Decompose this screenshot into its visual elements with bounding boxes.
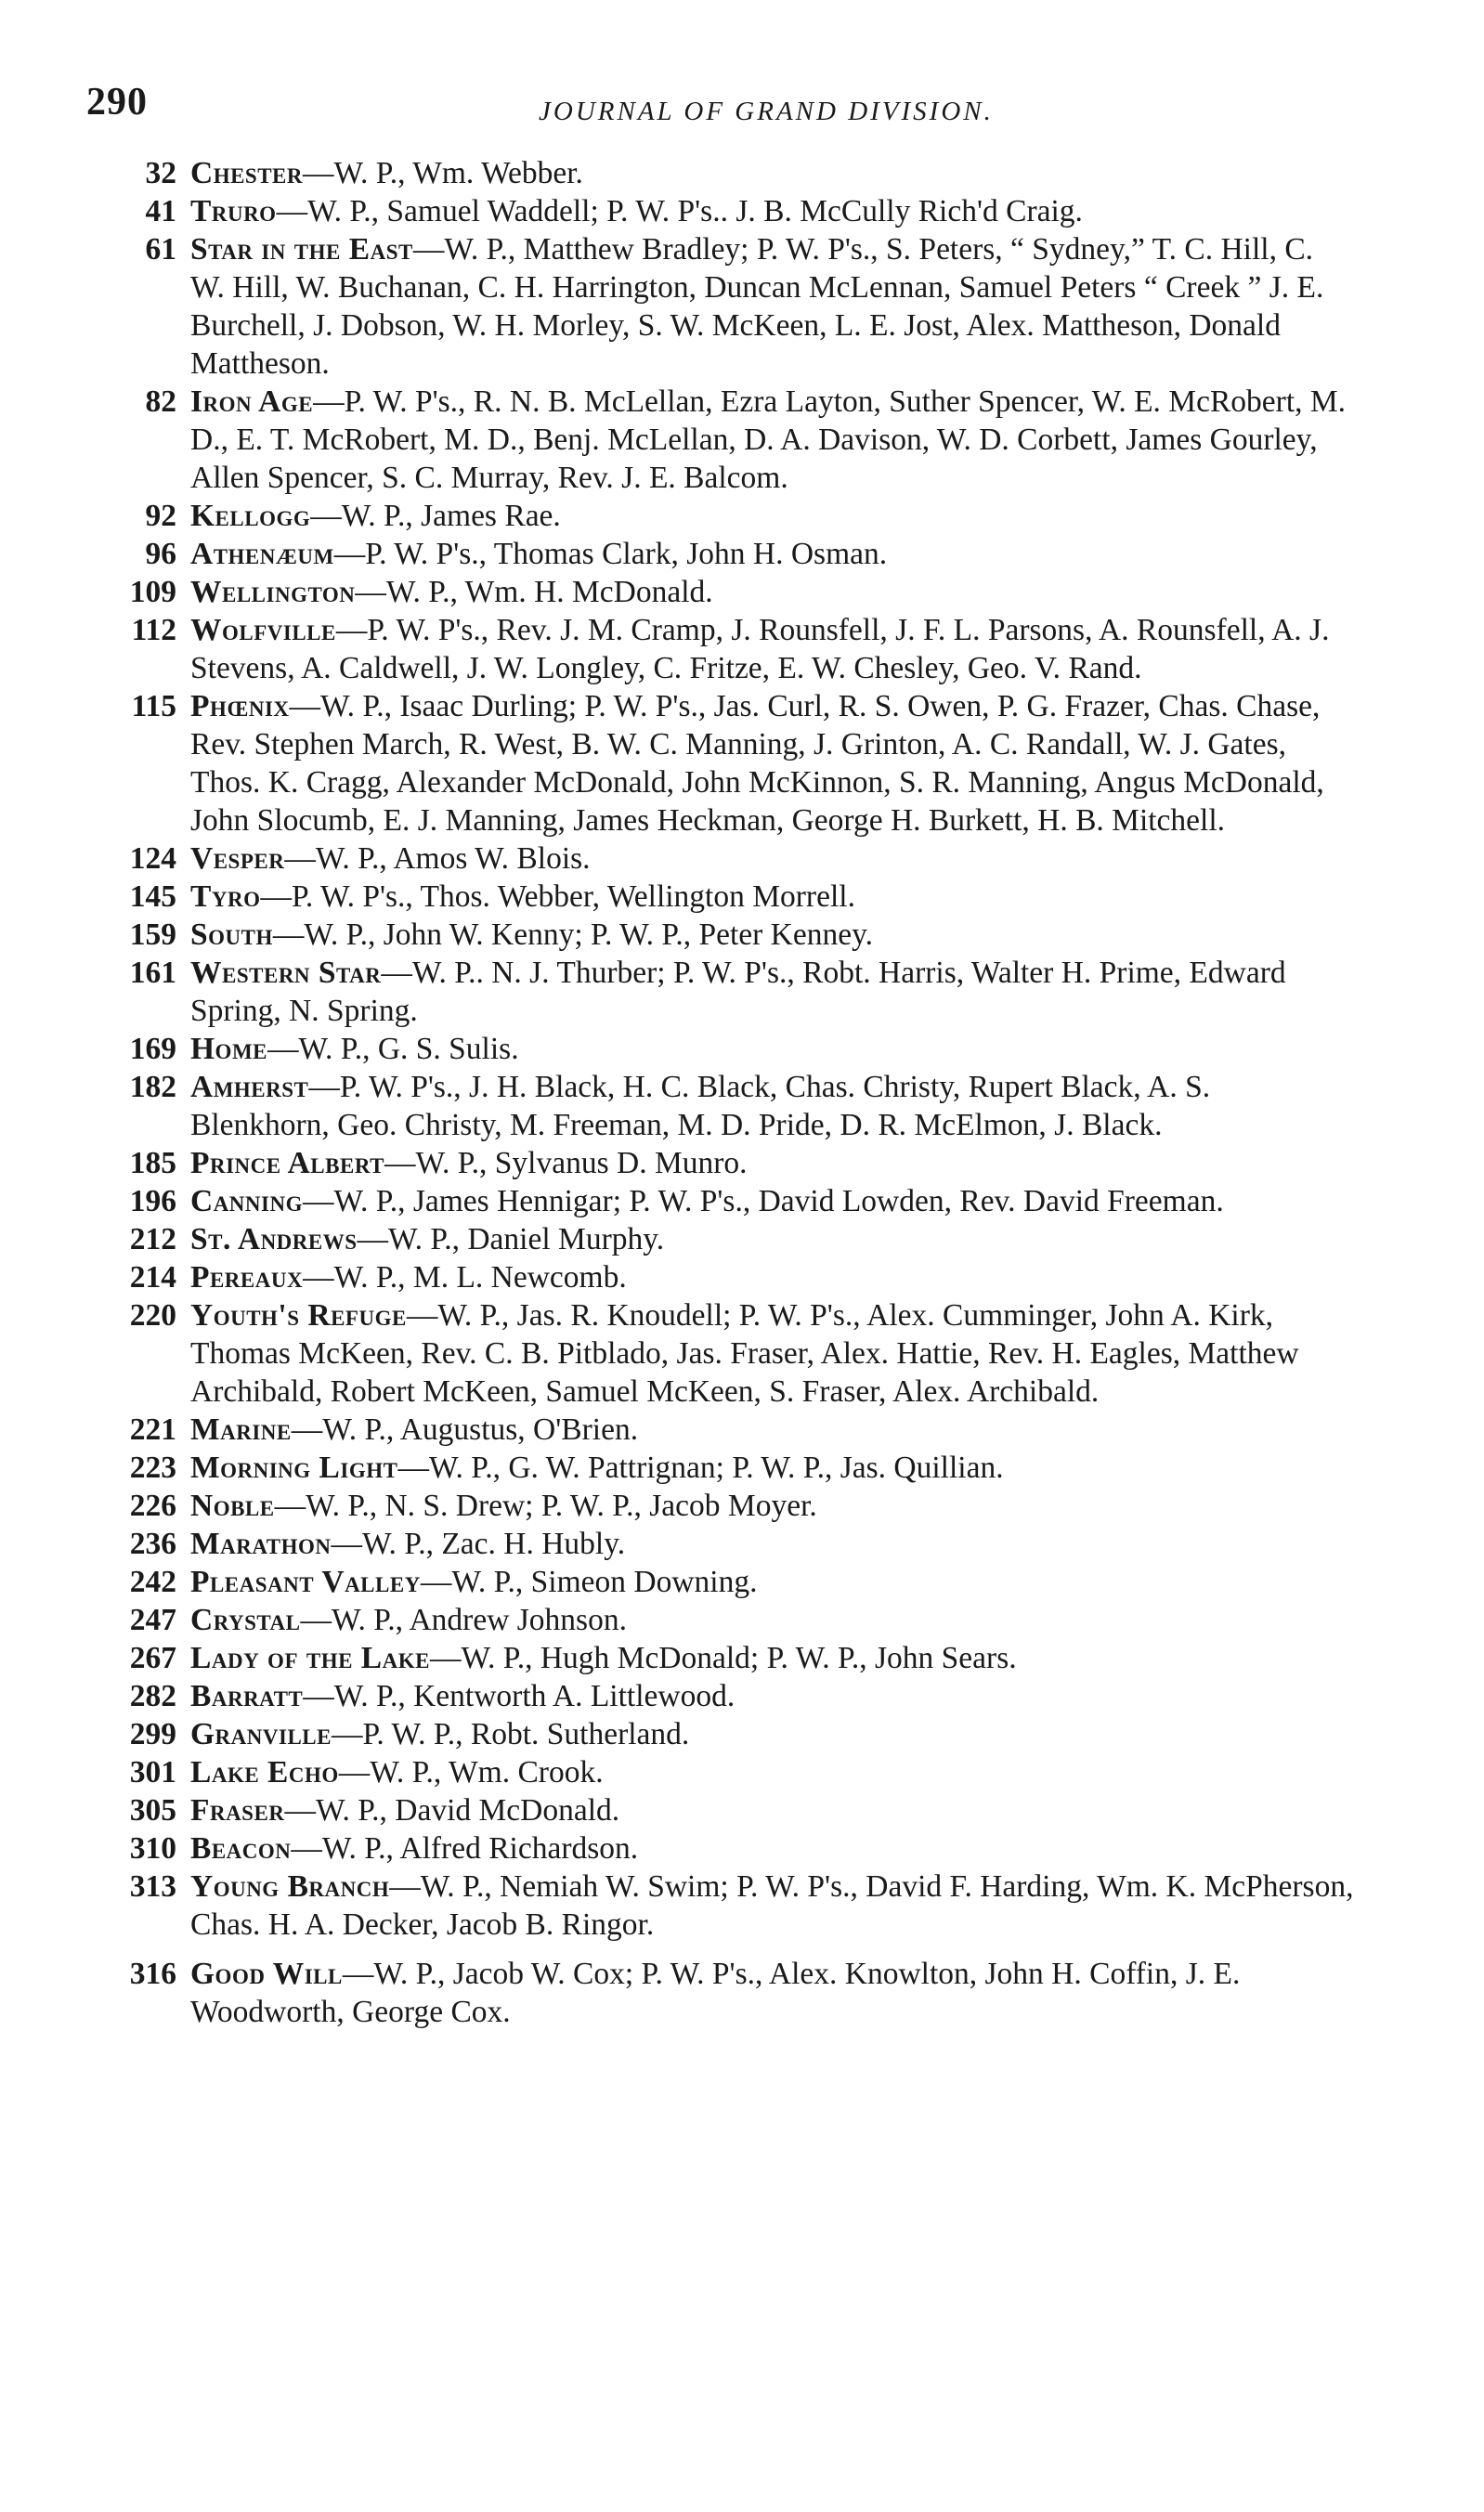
division-number: 313 <box>129 1869 176 1904</box>
officers-text: —W. P., David McDonald. <box>284 1793 620 1828</box>
division-number: 32 <box>145 156 176 190</box>
officers-text: —W. P., Zac. H. Hubly. <box>331 1527 626 1561</box>
division-name: Athenæum <box>190 537 334 571</box>
division-entry <box>84 840 1354 878</box>
running-title: JOURNAL OF GRAND DIVISION. <box>539 97 994 126</box>
division-name: Vesper <box>190 841 285 876</box>
division-number: 82 <box>145 384 176 419</box>
division-entry <box>84 1068 1354 1144</box>
division-name: St. Andrews <box>190 1222 358 1256</box>
officers-text: —W. P., Samuel Waddell; P. W. P's.. J. B. McCully Rich'd Craig. <box>276 194 1083 228</box>
division-entry <box>84 878 1354 916</box>
division-name: Lake Echo <box>190 1755 339 1790</box>
officers-text: —W. P., Amos W. Blois. <box>284 841 591 876</box>
division-entry <box>84 1955 1354 2031</box>
division-number: 182 <box>129 1070 176 1104</box>
division-entry <box>84 535 1354 573</box>
division-number: 242 <box>129 1565 176 1599</box>
division-name: Phœnix <box>190 689 290 723</box>
division-entry <box>84 1677 1354 1715</box>
division-name: Wellington <box>190 575 356 609</box>
division-entry <box>84 1525 1354 1563</box>
officers-text: —W. P., Wm. Crook. <box>338 1755 604 1790</box>
division-number: 221 <box>129 1412 176 1447</box>
division-entry <box>84 1487 1354 1525</box>
division-entry <box>84 230 1354 383</box>
officers-text: —W. P., Wm. H. McDonald. <box>355 575 713 609</box>
division-entry <box>84 573 1354 611</box>
division-name: Tyro <box>190 879 261 914</box>
division-name: Western Star <box>190 956 382 990</box>
division-entry <box>84 1601 1354 1639</box>
division-number: 112 <box>131 613 176 647</box>
officers-text: —W. P., N. S. Drew; P. W. P., Jacob Moyer. <box>274 1489 817 1523</box>
division-entry <box>84 1144 1354 1182</box>
division-entry <box>84 916 1354 954</box>
division-entry <box>84 954 1354 1030</box>
division-name: Star in the East <box>190 232 413 267</box>
division-name: Kellogg <box>190 499 311 533</box>
page-header <box>84 56 1354 130</box>
division-entry <box>84 1639 1354 1677</box>
division-name: Barratt <box>190 1679 304 1713</box>
officers-text: —W. P., G. S. Sulis. <box>267 1032 519 1066</box>
officers-text: —W. P., Augustus, O'Brien. <box>291 1412 639 1447</box>
officers-text: —W. P., Simeon Downing. <box>420 1565 758 1599</box>
division-name: Youth's Refuge <box>190 1298 407 1333</box>
officers-text: —W. P., Wm. Webber. <box>303 156 583 190</box>
officers-text: —W. P., Nemiah W. Swim; P. W. P's., David F. Harding, Wm. K. McPherson, Chas. H. A. Decker, Jacob B. Ringor. <box>190 1869 1354 1942</box>
officers-text: —W. P., Jas. R. Knoudell; P. W. P's., Alex. Cumminger, John A. Kirk, Thomas McKeen, Rev. C. B. Pitblado, Jas. Fraser, Alex. Hattie, Rev. H. Eagles, Matthew Archibald, Robert McKeen, Samuel McKeen, S. Fraser, Alex. Archibald. <box>190 1298 1299 1409</box>
division-number: 236 <box>129 1527 176 1561</box>
division-name: Lady of the Lake <box>190 1641 430 1675</box>
division-number: 145 <box>129 879 176 914</box>
division-name: Canning <box>190 1184 303 1218</box>
division-name: Marathon <box>190 1527 332 1561</box>
division-name: Fraser <box>190 1793 285 1828</box>
officers-text: —P. W. P's., Thos. Webber, Wellington Morrell. <box>260 879 855 914</box>
division-number: 310 <box>129 1831 176 1866</box>
division-number: 267 <box>129 1641 176 1675</box>
division-entry <box>84 1411 1354 1449</box>
division-name: Crystal <box>190 1603 301 1637</box>
division-name: Granville <box>190 1717 332 1751</box>
division-number: 282 <box>129 1679 176 1713</box>
officers-text: —W. P., Jacob W. Cox; P. W. P's., Alex. Knowlton, John H. Coffin, J. E. Woodworth, George Cox. <box>190 1957 1241 2029</box>
division-number: 61 <box>145 232 176 267</box>
officers-text: —P. W. P's., J. H. Black, H. C. Black, Chas. Christy, Rupert Black, A. S. Blenkhorn, Geo. Christy, M. Freeman, M. D. Pride, D. R. McElmon, J. Black. <box>190 1070 1211 1142</box>
officers-text: —P. W. P's., R. N. B. McLellan, Ezra Layton, Suther Spencer, W. E. McRobert, M. D., E. T. McRobert, M. D., Benj. McLellan, D. A. Davison, W. D. Corbett, James Gourley, Allen Spencer, S. C. Murray, Rev. J. E. Balcom. <box>190 384 1347 495</box>
division-name: Young Branch <box>190 1869 390 1904</box>
division-entry <box>84 1791 1354 1829</box>
officers-text: —W. P., Alfred Richardson. <box>291 1831 639 1866</box>
division-number: 196 <box>129 1184 176 1218</box>
officers-text: —W. P., James Rae. <box>310 499 561 533</box>
division-name: Morning Light <box>190 1451 398 1485</box>
division-entry <box>84 1449 1354 1487</box>
officers-text: —W. P., Isaac Durling; P. W. P's., Jas. Curl, R. S. Owen, P. G. Frazer, Chas. Chase, Rev. Stephen March, R. West, B. W. C. Manning, J. Grinton, A. C. Randall, W. J. Gates, Thos. K. Cragg, Alexander McDonald, John McKinnon, S. R. Manning, Angus McDonald, John Slocumb, E. J. Manning, James Heckman, George H. Burkett, H. B. Mitchell. <box>190 689 1324 838</box>
division-entry <box>84 1829 1354 1868</box>
division-number: 220 <box>129 1298 176 1333</box>
division-number: 161 <box>129 956 176 990</box>
officers-text: —W. P., Hugh McDonald; P. W. P., John Sears. <box>430 1641 1017 1675</box>
division-name: Noble <box>190 1489 275 1523</box>
division-name: Pereaux <box>190 1260 304 1295</box>
division-number: 226 <box>129 1489 176 1523</box>
division-entry <box>84 383 1354 497</box>
division-number: 305 <box>129 1793 176 1828</box>
officers-text: —W. P., Sylvanus D. Munro. <box>384 1146 748 1180</box>
division-entry <box>84 1868 1354 1944</box>
division-entry <box>84 1563 1354 1601</box>
division-name: Home <box>190 1032 267 1066</box>
division-entry <box>84 687 1354 840</box>
division-number: 247 <box>129 1603 176 1637</box>
division-entry <box>84 497 1354 535</box>
officers-text: —W. P., Daniel Murphy. <box>357 1222 665 1256</box>
page-number: 290 <box>86 81 148 124</box>
division-number: 109 <box>129 575 176 609</box>
division-entry <box>84 1030 1354 1068</box>
division-number: 159 <box>129 918 176 952</box>
officers-text: —P. W. P., Robt. Sutherland. <box>331 1717 690 1751</box>
division-number: 124 <box>129 841 176 876</box>
division-number: 299 <box>129 1717 176 1751</box>
division-name: Beacon <box>190 1831 292 1866</box>
division-number: 316 <box>129 1957 176 1991</box>
division-number: 169 <box>129 1032 176 1066</box>
division-name: Prince Albert <box>190 1146 384 1180</box>
division-name: South <box>190 918 273 952</box>
officers-text: —W. P., Andrew Johnson. <box>300 1603 627 1637</box>
division-number: 214 <box>129 1260 176 1295</box>
division-number: 301 <box>129 1755 176 1790</box>
division-entry <box>84 611 1354 687</box>
officers-text: —P. W. P's., Thomas Clark, John H. Osman. <box>333 537 888 571</box>
division-entry <box>84 1296 1354 1411</box>
division-entry <box>84 154 1354 192</box>
division-name: Marine <box>190 1412 292 1447</box>
division-number: 115 <box>131 689 176 723</box>
officers-text: —W. P., James Hennigar; P. W. P's., David Lowden, Rev. David Freeman. <box>302 1184 1224 1218</box>
division-name: Chester <box>190 156 304 190</box>
officers-text: —P. W. P's., Rev. J. M. Cramp, J. Rounsfell, J. F. L. Parsons, A. Rounsfell, A. J. Stevens, A. Caldwell, J. W. Longley, C. Fritze, E. W. Chesley, Geo. V. Rand. <box>190 613 1330 685</box>
division-name: Good Will <box>190 1957 343 1991</box>
division-name: Amherst <box>190 1070 309 1104</box>
division-entry <box>84 1258 1354 1296</box>
division-entry <box>84 1715 1354 1753</box>
division-entry <box>84 192 1354 230</box>
division-entry <box>84 1753 1354 1791</box>
division-number: 92 <box>145 499 176 533</box>
division-entries-list <box>84 154 1354 2031</box>
officers-text: —W. P., Matthew Bradley; P. W. P's., S. Peters, “ Sydney,” T. C. Hill, C. W. Hill, W. Buchanan, C. H. Harrington, Duncan McLennan, Samuel Peters “ Creek ” J. E. Burchell, J. Dobson, W. H. Morley, S. W. McKeen, L. E. Jost, Alex. Mattheson, Donald Mattheson. <box>190 232 1324 381</box>
officers-text: —W. P., M. L. Newcomb. <box>303 1260 627 1295</box>
officers-text: —W. P., John W. Kenny; P. W. P., Peter Kenney. <box>272 918 874 952</box>
division-entry <box>84 1182 1354 1220</box>
division-number: 212 <box>129 1222 176 1256</box>
division-number: 223 <box>129 1451 176 1485</box>
division-number: 185 <box>129 1146 176 1180</box>
officers-text: —W. P.. N. J. Thurber; P. W. P's., Robt. Harris, Walter H. Prime, Edward Spring, N. Spring. <box>190 956 1286 1028</box>
division-number: 41 <box>145 194 176 228</box>
division-number: 96 <box>145 537 176 571</box>
division-name: Pleasant Valley <box>190 1565 421 1599</box>
division-entry <box>84 1220 1354 1258</box>
division-name: Wolfville <box>190 613 336 647</box>
division-name: Iron Age <box>190 384 314 419</box>
officers-text: —W. P., G. W. Pattrignan; P. W. P., Jas. Quillian. <box>397 1451 1004 1485</box>
officers-text: —W. P., Kentworth A. Littlewood. <box>303 1679 735 1713</box>
division-name: Truro <box>190 194 277 228</box>
